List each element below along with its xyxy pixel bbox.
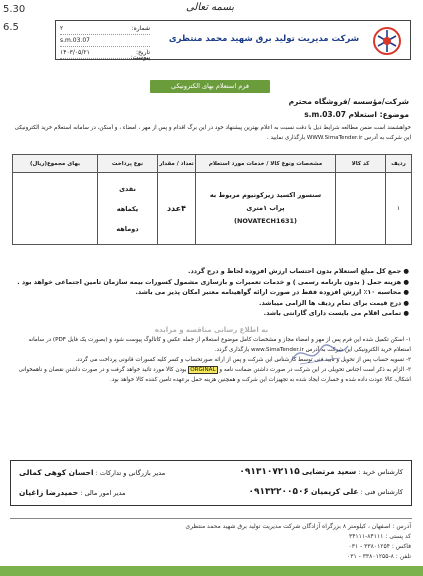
payment-option-two-months[interactable]: دوماهه bbox=[116, 224, 139, 233]
side-number-bottom: 6.5 bbox=[3, 22, 19, 33]
commerce-manager: مدیر بازرگانی و تدارکات : احسان کوهی کمالی bbox=[19, 468, 166, 477]
payment-option-one-month[interactable]: یکماهه bbox=[116, 204, 139, 213]
cell-total-price[interactable] bbox=[13, 173, 98, 245]
company-logo-icon bbox=[370, 25, 404, 57]
cell-payment-options bbox=[98, 173, 158, 245]
table-header-row bbox=[13, 155, 412, 173]
meta-code: s.m.03.07 bbox=[60, 35, 150, 47]
list-item: ● درج قیمت برای تمام ردیف ها الزامی میباشد. bbox=[259, 298, 409, 307]
note-item: ۲- تسویه حساب پس از تحویل و تأیید فنی توسط کارشناس این شرکت و پس از ارائه صورتحساب و کسر کلیه کسورات قانونی پرداخت می گردد. bbox=[75, 357, 411, 363]
footer-postal-code: کد پستی : ۸۴۱۱۱-۳۴۱۱۱ bbox=[348, 533, 411, 540]
signature-scribble-icon bbox=[290, 340, 350, 368]
col-header-row-number: ردیف bbox=[386, 155, 412, 173]
footer-fax: فاکس : ۳۳۸۰۱۲۵۴ - ۰۳۱ bbox=[348, 543, 411, 550]
cell-row-number: ۱ bbox=[386, 173, 412, 245]
col-header-item-code: کد کالا bbox=[336, 155, 386, 173]
items-table bbox=[12, 154, 412, 245]
conditions-list bbox=[14, 266, 409, 319]
note-item: ۱- اسکن تکمیل شده این فرم پس از مهر و امضاء مجاز و مشخصات کامل موضوع استعلام از جمله عکس و کاتالوگ پیوست شود و (بصورت یک فایل PDF) در سامانه استعلام خرید الکترونیکی این شرکت به آدرس www.SimaTender.ir بارگذاری گردد. bbox=[28, 337, 411, 353]
meta-number: شماره: ۲ bbox=[60, 23, 150, 35]
footer-address: آدرس : اصفهان ، کیلومتر ۸ بزرگراه آزادگان شرکت مدیریت تولید برق شهید محمد منتظری bbox=[185, 523, 411, 530]
col-header-description: مشخصات ونوع کالا / خدمات مورد استعلام bbox=[196, 155, 336, 173]
meta-attachment: پیوست: bbox=[130, 54, 150, 61]
col-header-total-price: بهای مجموع(ریال) bbox=[13, 155, 98, 173]
notes-watermark-title: به اطلاع رسانی مناقصه و مزایده bbox=[154, 326, 269, 334]
col-header-quantity: تعداد / مقدار bbox=[158, 155, 196, 173]
cell-item-code[interactable] bbox=[336, 173, 386, 245]
notes-section bbox=[12, 325, 411, 385]
company-name: شرکت مدیریت تولید برق شهید محمد منتظری bbox=[168, 34, 360, 44]
contacts-box bbox=[10, 460, 412, 506]
list-item: ● هزینه حمل ( بدون بارنامه رسمی ) و خدمات تعمیرات و بازسازی مشمول کسورات بیمه سازمان تامین اجتماعی خواهد بود . bbox=[17, 277, 409, 286]
list-item: ● محاسبه ۱۰٪ ارزش افزوده فقط در صورت ارائه گواهینامه معتبر امکان پذیر می باشد. bbox=[135, 288, 409, 296]
list-item: ● جمع کل مبلغ استعلام بدون احتساب ارزش افزوده لحاظ و درج گردد. bbox=[188, 267, 409, 275]
subject-line: موضوع: استعلام s.m.03.07 bbox=[304, 110, 409, 119]
buyer-contact: کارشناس خرید : سعید مرتضایی ۰۹۱۳۱۰۷۲۱۱۵ bbox=[239, 467, 403, 477]
payment-option-cash[interactable]: نقدی bbox=[119, 184, 136, 193]
note-item: ۳- الزام به ذکر است اجناس تحویلی در این شرکت در صورت داشتن ضمانت نامه و ORGINAL بودن کالا مورد تائید خواهد گرفت و در صورت داشتن نقصان و ناهمخوانی اشکال، کالا عودت داده شده و خسارت ایجاد شده به تجهیزات این شرکت و همچنین هزینه حمل برعهده تامین کننده کالا خواهد بود. bbox=[18, 367, 411, 383]
finance-manager: مدیر امور مالی : حمیدرضا زاغیان bbox=[19, 488, 126, 497]
intro-paragraph: خواهشمند است ضمن مطالعه شرایط ذیل با دقت نسبت به اعلام بهترین پیشنهاد خود در این برگ اقدام و پس از مهر ، امضاء ، و اسکن، در سامانه استعلام خرید الکترونیکی این شرکت به آدرس WWW.SimaTender.ir بارگذاری نمایید . bbox=[14, 125, 411, 141]
list-item: ● تمامی اقلام می بایست دارای گارانتی باشد. bbox=[263, 309, 409, 317]
footer-phone: تلفن : ۸-۳۳۸۰۱۲۵۵ - ۰۳۱ bbox=[347, 553, 411, 560]
cell-quantity: ۴عدد bbox=[158, 173, 196, 245]
form-title-banner: فرم استعلام بهای الکترونیکی bbox=[150, 80, 270, 93]
footer-divider bbox=[10, 518, 412, 519]
cell-description: سنسور اکسید زیرکونیوم مربوط به پراب ۱متری (NOVATECH1631) bbox=[196, 173, 336, 245]
table-row bbox=[13, 173, 412, 245]
technical-contact: کارشناس فنی : علی کریمیان ۰۹۱۳۲۲۰۰۵۰۶ bbox=[248, 487, 403, 497]
highlighted-word: ORGINAL bbox=[190, 367, 216, 373]
footer bbox=[12, 522, 411, 562]
meta-date: تاریخ: ۱۴۰۳/۰۵/۲۱ bbox=[60, 47, 150, 59]
side-number-top: 5.30 bbox=[3, 4, 26, 15]
addressee: شرکت/مؤسسه /فروشگاه محترم bbox=[288, 97, 409, 106]
basmala-header: بسمه تعالی bbox=[185, 2, 235, 13]
footer-ribbon bbox=[0, 566, 423, 576]
col-header-payment-type: نوع پرداخت bbox=[98, 155, 158, 173]
letterhead bbox=[55, 20, 411, 60]
